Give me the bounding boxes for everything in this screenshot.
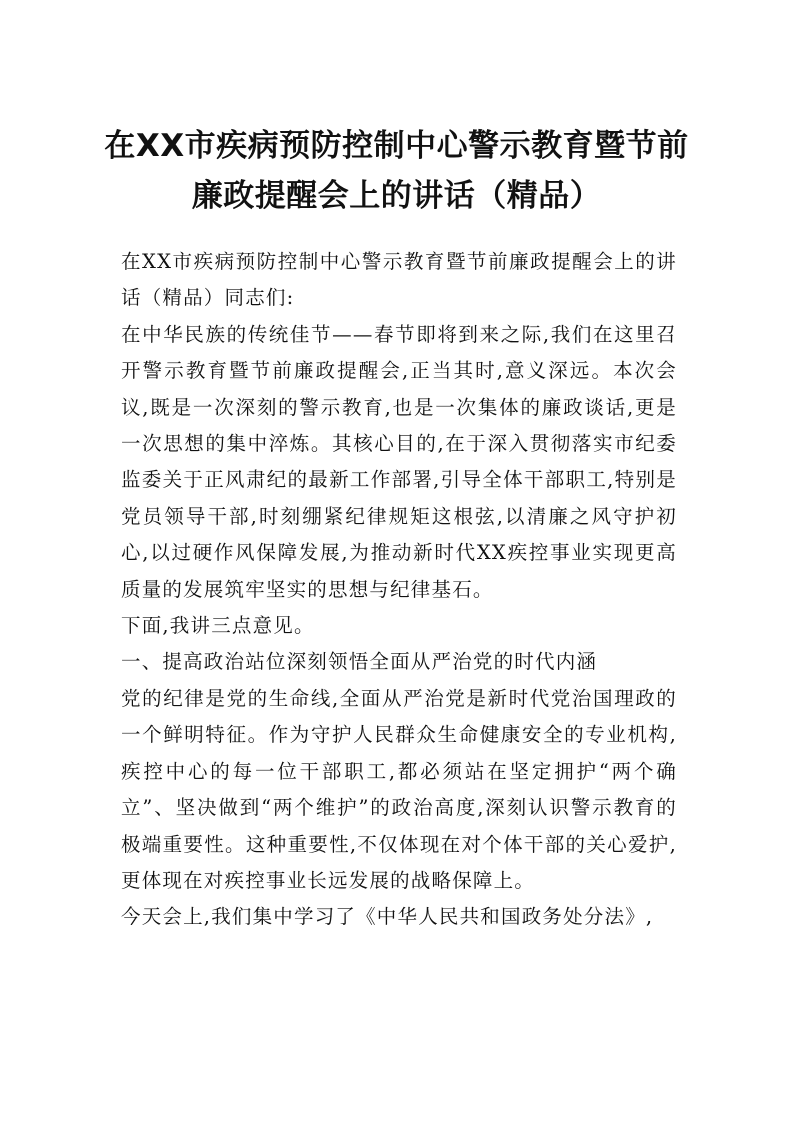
intro-paragraph: 在中华民族的传统佳节——春节即将到来之际,我们在这里召开警示教育暨节前廉政提醒会,正当其时,意义深远。本次会议,既是一次深刻的警示教育,也是一次集体的廉政谈话,更是一次思想的集中淬炼。其核心目的,在于深入贯彻落实市纪委监委关于正风肃纪的最新工作部署,引导全体干部职工,特别是党员领导干部,时刻绷紧纪律规矩这根弦,以清廉之风守护初心,以过硬作风保障发展,为推动新时代XX疾控事业实现更高质量的发展筑牢坚实的思想与纪律基石。: [121, 322, 677, 601]
section-1-paragraph: 党的纪律是党的生命线,全面从严治党是新时代党治国理政的一个鲜明特征。作为守护人民群众生命健康安全的专业机构,疾控中心的每一位干部职工,都必须站在坚定拥护“两个确立”、坚决做到“两个维护”的政治高度,深刻认识警示教育的极端重要性。这种重要性,不仅体现在对个体干部的关心爱护,更体现在对疾控事业长远发展的战略保障上。: [121, 686, 677, 892]
section-1-paragraph-2: 今天会上,我们集中学习了《中华人民共和国政务处分法》,: [121, 905, 654, 929]
transition-paragraph: 下面,我讲三点意见。: [121, 614, 315, 638]
section-heading-1: 一、提高政治站位深刻领悟全面从严治党的时代内涵: [121, 650, 598, 674]
opening-paragraph: 在XX市疾病预防控制中心警示教育暨节前廉政提醒会上的讲话（精品）同志们:: [121, 250, 677, 310]
document-title-line-1: 在XX市疾病预防控制中心警示教育暨节前: [104, 128, 689, 164]
document-body: [121, 244, 677, 936]
document-title-line-2: 廉政提醒会上的讲话（精品）: [191, 178, 602, 214]
